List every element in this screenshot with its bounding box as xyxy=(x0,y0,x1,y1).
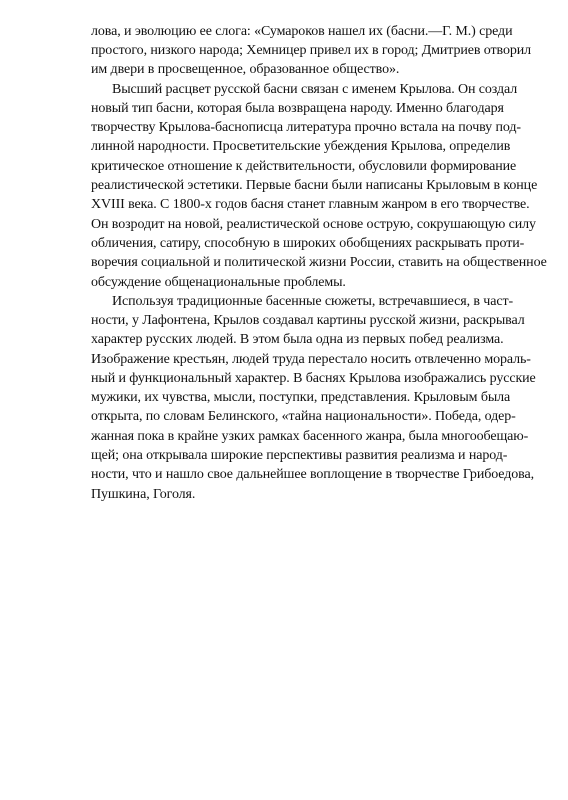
text-line: мужики, их чувства, мысли, поступки, представления. Крыловым была xyxy=(91,390,511,405)
text-line: реалистической эстетики. Первые басни были написаны Крыловым в конце xyxy=(91,178,538,193)
text-line: Высший расцвет русской басни связан с именем Крылова. Он создал xyxy=(112,82,518,97)
text-line: новый тип басни, которая была возвращена народу. Именно благодаря xyxy=(91,101,504,116)
text-line: Он возродит на новой, реалистической основе острую, сокрушающую силу xyxy=(91,217,536,232)
text-line: обличения, сатиру, способную в широких обобщениях раскрывать проти- xyxy=(91,236,525,251)
text-line: ный и функциональный характер. В баснях Крылова изображались русские xyxy=(91,371,536,386)
text-line: открыта, по словам Белинского, «тайна национальности». Победа, одер- xyxy=(91,409,516,424)
text-line: линной народности. Просветительские убеждения Крылова, определив xyxy=(91,139,511,154)
text-line: им двери в просвещенное, образованное общество». xyxy=(91,62,400,77)
text-line: XVIII века. С 1800-х годов басня станет главным жанром в его творчестве. xyxy=(91,197,530,212)
text-line: щей; она открывала широкие перспективы развития реализма и народ- xyxy=(91,448,508,463)
text-line: характер русских людей. В этом была одна из первых побед реализма. xyxy=(91,332,504,347)
text-line: обсуждение общенациональные проблемы. xyxy=(91,275,346,290)
text-line: жанная пока в крайне узких рамках басенного жанра, была многообещаю- xyxy=(91,429,529,444)
text-line: ности, что и нашло свое дальнейшее воплощение в творчестве Грибоедова, xyxy=(91,467,535,482)
text-line: критическое отношение к действительности, обусловили формирование xyxy=(91,159,517,174)
text-line: воречия социальной и политической жизни России, ставить на общественное xyxy=(91,255,547,270)
text-line: ности, у Лафонтена, Крылов создавал картины русской жизни, раскрывал xyxy=(91,313,525,328)
text-line: Используя традиционные басенные сюжеты, встречавшиеся, в част- xyxy=(112,294,514,309)
text-line: творчеству Крылова-баснописца литература прочно встала на почву под- xyxy=(91,120,521,135)
text-line: простого, низкого народа; Хемницер привел их в город; Дмитриев отворил xyxy=(91,43,532,58)
text-line: Изображение крестьян, людей труда перестало носить отвлеченно мораль- xyxy=(91,352,531,367)
text-line: лова, и эволюцию ее слога: «Сумароков нашел их (басни.—Г. М.) среди xyxy=(91,24,513,39)
text-line: Пушкина, Гоголя. xyxy=(91,487,196,502)
